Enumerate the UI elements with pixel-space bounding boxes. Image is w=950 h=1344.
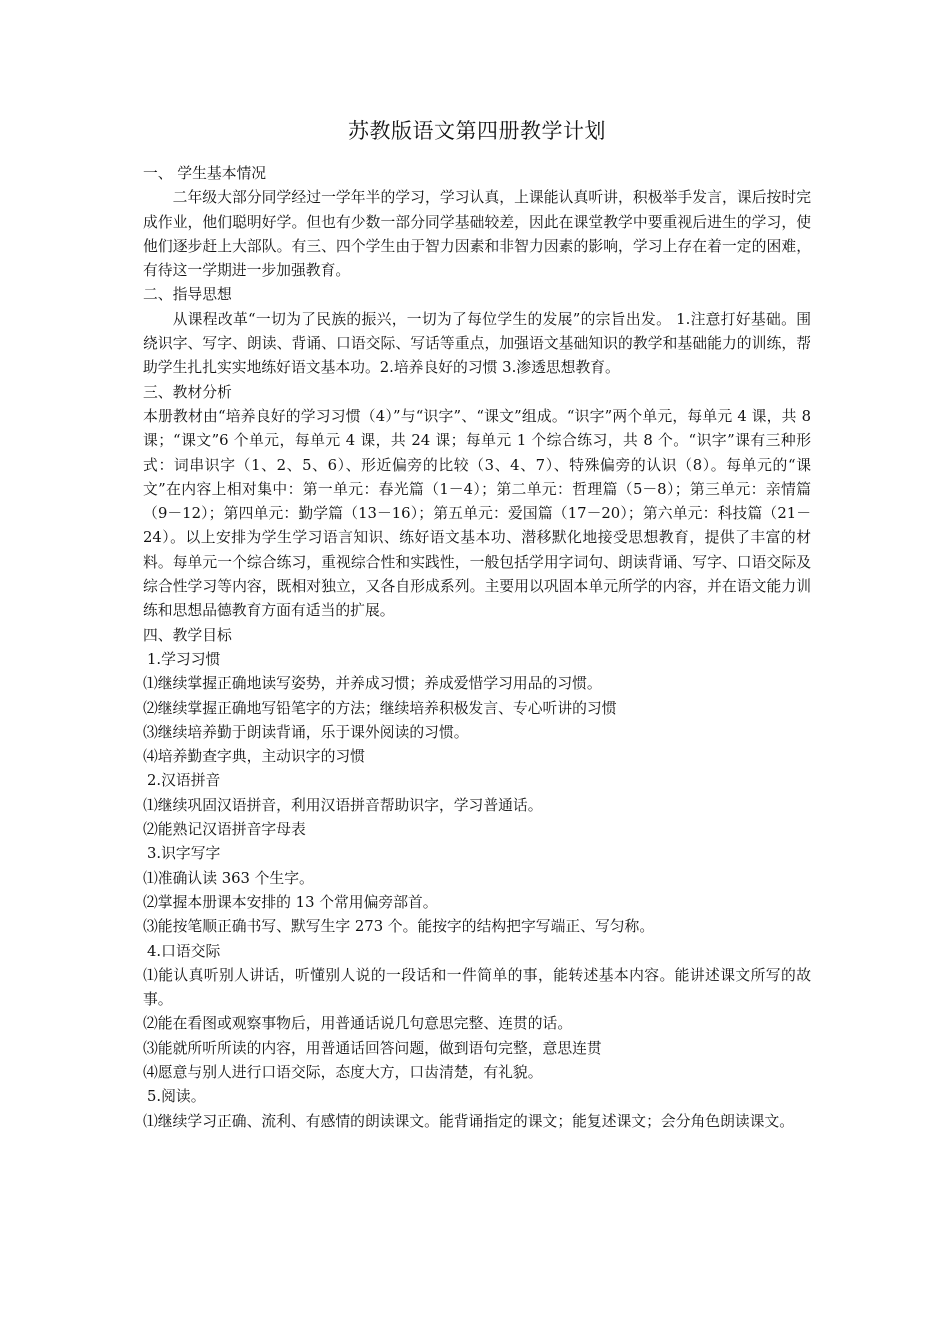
goal-1-item: ⑶继续培养勤于朗读背诵，乐于课外阅读的习惯。	[143, 723, 469, 741]
goal-1-item: ⑷培养勤查字典，主动识字的习惯	[143, 748, 365, 766]
section-3-heading: 三、教材分析	[143, 383, 232, 401]
goal-1-item: ⑵继续掌握正确地写铅笔字的方法；继续培养积极发言、专心听讲的习惯	[143, 699, 617, 717]
goal-4-item: ⑷愿意与别人进行口语交际，态度大方，口齿清楚，有礼貌。	[143, 1063, 543, 1081]
goal-3-item: ⑶能按笔顺正确书写、默写生字 273 个。能按字的结构把字写端正、写匀称。	[143, 918, 655, 936]
goal-3-item: ⑵掌握本册课本安排的 13 个常用偏旁部首。	[143, 893, 438, 911]
goal-4-title: 4.口语交际	[147, 942, 221, 960]
goal-2-title: 2.汉语拼音	[147, 772, 221, 790]
goal-3-item: ⑴准确认读 363 个生字。	[143, 869, 314, 887]
goal-1-title: 1.学习习惯	[147, 650, 221, 668]
section-2-body: 从课程改革“一切为了民族的振兴，一切为了每位学生的发展”的宗旨出发。 1.注意打好基础。围绕识字、写字、朗读、背诵、口语交际、写话等重点，加强语文基础知识的教学和基础能力的训练，帮助学生扎扎实实地练好语文基本功。2.培养良好的习惯 3.渗透思想教育。	[143, 310, 811, 377]
section-1-body: 二年级大部分同学经过一学年半的学习，学习认真，上课能认真听讲，积极举手发言，课后按时完成作业，他们聪明好学。但也有少数一部分同学基础较差，因此在课堂教学中要重视后进生的学习，使他们逐步赶上大部队。有三、四个学生由于智力因素和非智力因素的影响，学习上存在着一定的困难，有待这一学期进一步加强教育。	[143, 189, 811, 280]
document-title: 苏教版语文第四册教学计划	[348, 119, 606, 143]
goal-5-title: 5.阅读。	[147, 1088, 206, 1106]
goal-4-item: ⑴能认真听别人讲话，听懂别人说的一段话和一件简单的事，能转述基本内容。能讲述课文所写的故事。	[143, 966, 811, 1009]
goal-4-item: ⑵能在看图或观察事物后，用普通话说几句意思完整、连贯的话。	[143, 1015, 573, 1033]
goal-1-item: ⑴继续掌握正确地读写姿势，并养成习惯；养成爱惜学习用品的习惯。	[143, 675, 602, 693]
goal-5-item: ⑴继续学习正确、流利、有感情的朗读课文。能背诵指定的课文；能复述课文；会分角色朗读课文。	[143, 1112, 795, 1130]
section-4-heading: 四、教学目标	[143, 626, 232, 644]
goal-2-item: ⑴继续巩固汉语拼音，利用汉语拼音帮助识字，学习普通话。	[143, 796, 543, 814]
goal-2-item: ⑵能熟记汉语拼音字母表	[143, 821, 306, 839]
section-1-heading: 一、 学生基本情况	[143, 165, 267, 182]
document-page	[143, 116, 811, 1134]
section-2-heading: 二、指导思想	[143, 286, 232, 304]
goal-4-item: ⑶能就所听所读的内容，用普通话回答问题，做到语句完整，意思连贯	[143, 1039, 602, 1057]
goal-3-title: 3.识字写字	[147, 845, 221, 863]
section-3-body: 本册教材由“培养良好的学习习惯（4）”与“识字”、“课文”组成。“识字”两个单元，每单元 4 课，共 8 课；“课文”6 个单元，每单元 4 课，共 24 课；每单元 1 个综合练习，共 8 个。“识字”课有三种形式：词串识字（1、2、5、6）、形近偏旁的比较（3、4、7）、特殊偏旁的认识（8）。每单元的“课文”在内容上相对集中：第一单元：春光篇（1－4）；第二单元：哲理篇（5－8）；第三单元：亲情篇（9－12）；第四单元：勤学篇（13－16）；第五单元：爱国篇（17－20）；第六单元：科技篇（21－24）。以上安排为学生学习语言知识、练好语文基本功、潜移默化地接受思想教育，提供了丰富的材料。每单元一个综合练习，重视综合性和实践性，一般包括学用字词句、朗读背诵、写字、口语交际及综合性学习等内容，既相对独立，又各自形成系列。主要用以巩固本单元所学的内容，并在语文能力训练和思想品德教育方面有适当的扩展。	[143, 407, 811, 620]
